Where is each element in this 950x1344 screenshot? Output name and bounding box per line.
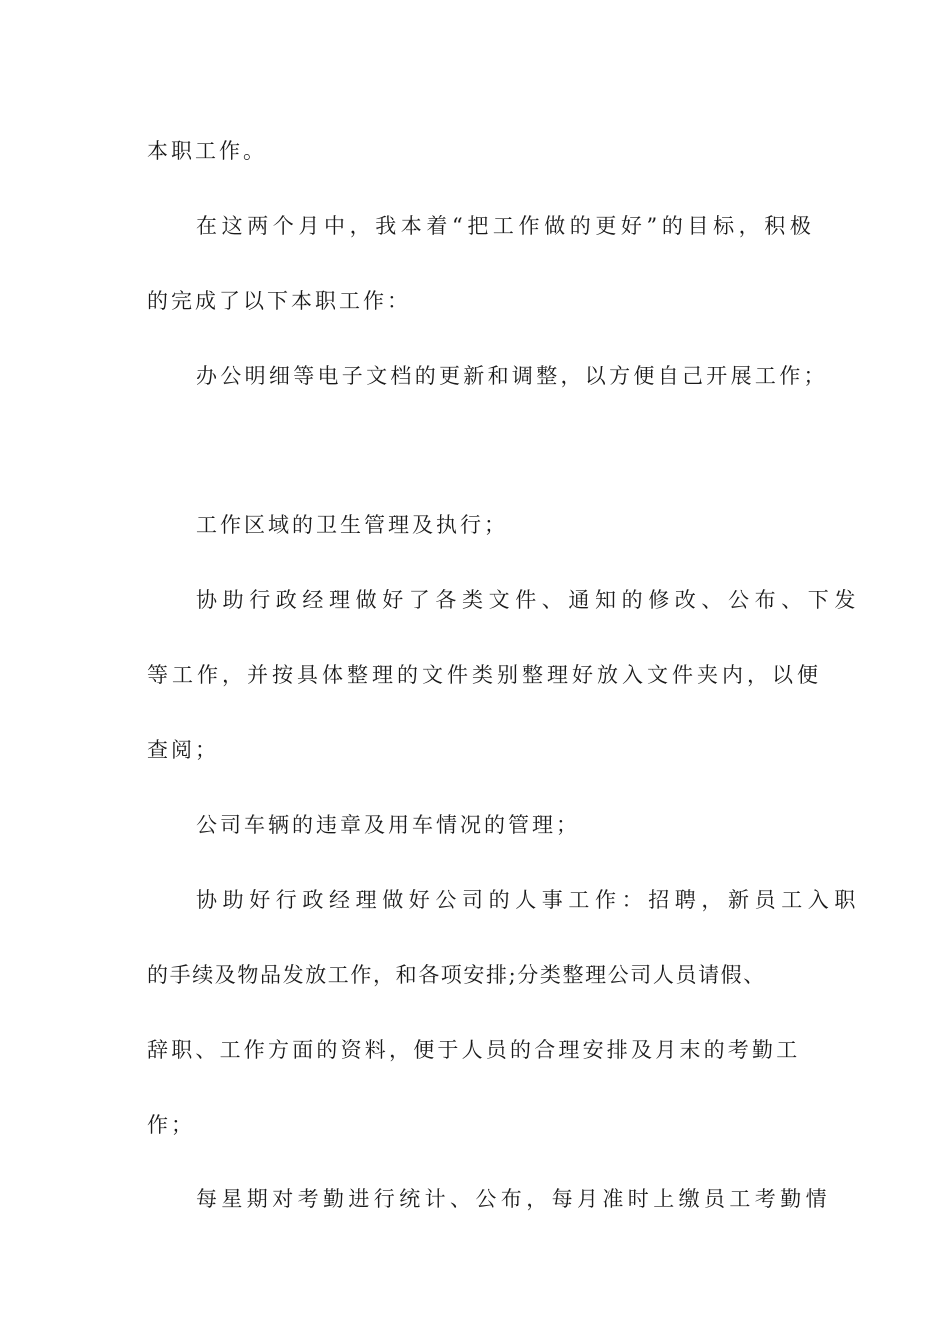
paragraph-line: 等工作，并按具体整理的文件类别整理好放入文件夹内，以便	[147, 663, 822, 687]
paragraph-line: 协助行政经理做好了各类文件、通知的修改、公布、下发	[196, 588, 861, 612]
paragraph-line: 作；	[147, 1113, 195, 1137]
paragraph-line: 辞职、工作方面的资料，便于人员的合理安排及月末的考勤工	[147, 1038, 801, 1062]
paragraph-line: 办公明细等电子文档的更新和调整，以方便自己开展工作；	[196, 364, 828, 388]
paragraph-line: 的完成了以下本职工作：	[147, 289, 411, 313]
paragraph-line: 在这两个月中，我本着“把工作做的更好”的目标，积极	[196, 214, 816, 238]
paragraph-line: 查阅；	[147, 738, 219, 762]
paragraph-line: 每星期对考勤进行统计、公布，每月准时上缴员工考勤情	[196, 1187, 831, 1211]
paragraph-line: 的手续及物品发放工作，和各项安排;分类整理公司人员请假、	[147, 963, 766, 987]
paragraph-line: 本职工作。	[147, 139, 267, 163]
paragraph-line: 公司车辆的违章及用车情况的管理；	[196, 813, 580, 837]
paragraph-line: 协助好行政经理做好公司的人事工作：招聘，新员工入职	[196, 888, 861, 912]
paragraph-line: 工作区域的卫生管理及执行；	[196, 513, 508, 537]
